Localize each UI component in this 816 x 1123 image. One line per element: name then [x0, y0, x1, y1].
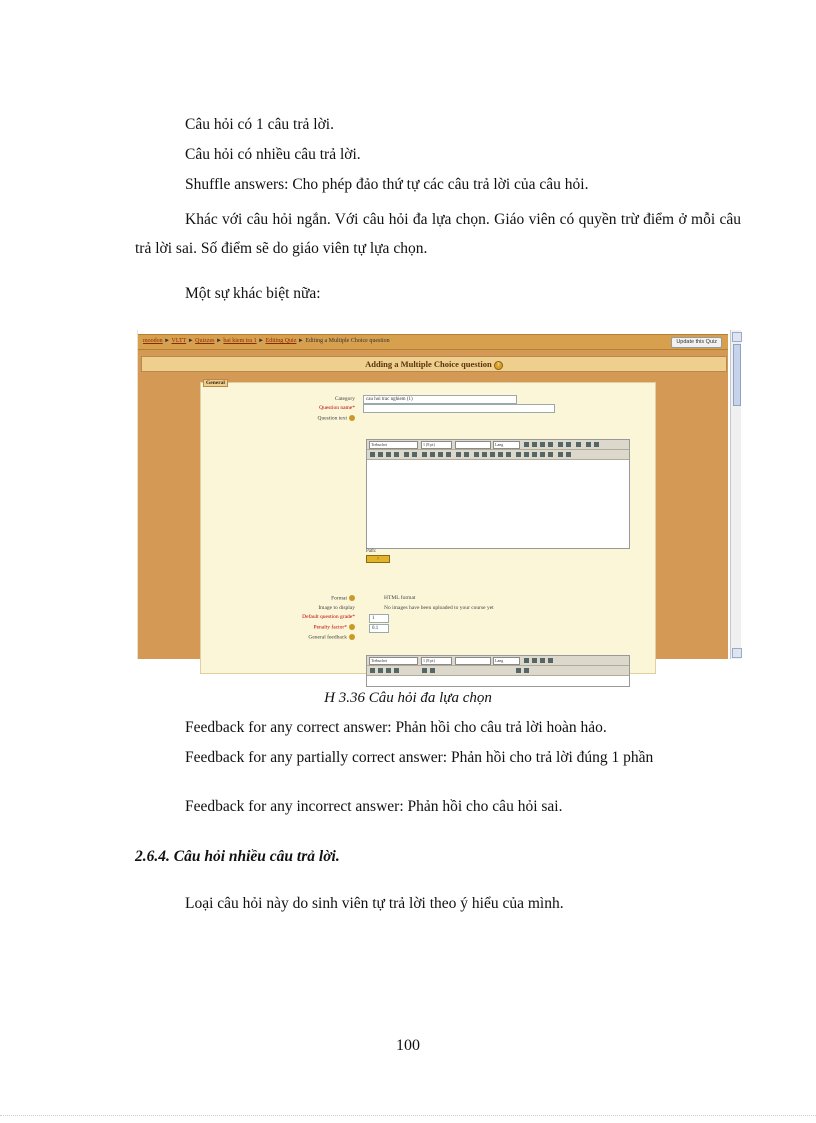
- unlink-icon[interactable]: [498, 452, 503, 457]
- unordered-list-icon[interactable]: [430, 668, 435, 673]
- update-quiz-button[interactable]: Update this Quiz: [671, 337, 722, 348]
- help-icon[interactable]: [349, 415, 355, 421]
- breadcrumb-item-editing-quiz[interactable]: Editing Quiz: [265, 338, 297, 344]
- page-body: [138, 350, 728, 663]
- smiley-icon[interactable]: [532, 452, 537, 457]
- page-title-text: Adding a Multiple Choice question: [365, 359, 492, 369]
- align-center-icon[interactable]: [378, 452, 383, 457]
- breadcrumb-item-moodon[interactable]: moodon: [143, 338, 163, 344]
- italic-icon[interactable]: [532, 442, 537, 447]
- fullscreen-icon[interactable]: [566, 452, 571, 457]
- size-select[interactable]: 1 (8 pt): [421, 441, 452, 449]
- scroll-thumb[interactable]: [733, 344, 741, 406]
- justify-icon[interactable]: [394, 452, 399, 457]
- feedback-toolbar-2: [367, 666, 629, 676]
- link-icon[interactable]: [490, 452, 495, 457]
- help-icon[interactable]: ?: [494, 361, 503, 370]
- style-select[interactable]: [455, 657, 491, 665]
- undo-icon[interactable]: [586, 442, 591, 447]
- default-grade-input[interactable]: 1: [369, 614, 389, 623]
- format-value: HTML format: [384, 595, 416, 601]
- bold-icon[interactable]: [524, 658, 529, 663]
- nolink-icon[interactable]: [506, 452, 511, 457]
- superscript-icon[interactable]: [566, 442, 571, 447]
- feedback-correct-line: Feedback for any correct answer: Phản hồi cho câu trả lời hoàn hảo.: [185, 719, 607, 736]
- anchor-icon[interactable]: [482, 452, 487, 457]
- editor-toolbar-1: [367, 440, 629, 450]
- page-number: 100: [396, 1037, 420, 1054]
- breadcrumb-item-current: Editing a Multiple Choice question: [305, 338, 390, 344]
- search-icon[interactable]: [548, 452, 553, 457]
- horizontal-rule-icon[interactable]: [474, 452, 479, 457]
- question-name-label: Question name*: [319, 405, 355, 411]
- align-right-icon[interactable]: [386, 452, 391, 457]
- help-icon[interactable]: [349, 624, 355, 630]
- format-label: Format: [331, 595, 355, 601]
- category-label: Category: [334, 396, 355, 402]
- subscript-icon[interactable]: [558, 442, 563, 447]
- table-icon[interactable]: [524, 452, 529, 457]
- underline-icon[interactable]: [540, 658, 545, 663]
- justify-icon[interactable]: [394, 668, 399, 673]
- help-icon[interactable]: [349, 634, 355, 640]
- unordered-list-icon[interactable]: [430, 452, 435, 457]
- scroll-down-icon[interactable]: [732, 648, 742, 658]
- rtl-icon[interactable]: [412, 452, 417, 457]
- page-bottom-divider: [0, 1115, 816, 1116]
- style-select[interactable]: [455, 441, 491, 449]
- special-char-icon[interactable]: [540, 452, 545, 457]
- paragraph-essay-question: Loại câu hỏi này do sinh viên tự trả lời theo ý hiểu của mình.: [185, 895, 564, 912]
- penalty-label: Penalty factor*: [314, 624, 355, 630]
- figure-caption: H 3.36 Câu hỏi đa lựa chọn: [324, 690, 492, 706]
- paragraph-shuffle-answers: Shuffle answers: Cho phép đảo thứ tự các câu trả lời của câu hỏi.: [185, 176, 589, 193]
- image-icon[interactable]: [516, 452, 521, 457]
- strike-icon[interactable]: [548, 442, 553, 447]
- image-value: No images have been uploaded to your course yet: [384, 605, 494, 611]
- fieldset-legend: General: [203, 379, 228, 387]
- redo-icon[interactable]: [594, 442, 599, 447]
- scroll-up-icon[interactable]: [732, 332, 742, 342]
- font-select[interactable]: Trebuchet: [369, 657, 418, 665]
- feedback-incorrect-line: Feedback for any incorrect answer: Phản hồi cho câu hỏi sai.: [185, 798, 563, 815]
- image-label: Image to display: [318, 605, 355, 611]
- general-feedback-label: General feedback: [308, 634, 355, 640]
- bg-color-icon[interactable]: [464, 452, 469, 457]
- feedback-partial-line: Feedback for any partially correct answer: Phản hồi cho trả lời đúng 1 phần: [185, 749, 654, 766]
- breadcrumb-item-quizzes[interactable]: Quizzes: [195, 338, 215, 344]
- font-select[interactable]: Trebuchet: [369, 441, 418, 449]
- indent-icon[interactable]: [446, 452, 451, 457]
- breadcrumb: moodon ► VLTT ► Quizzes ► bai kiem tra 1 ► Editing Quiz ► Editing a Multiple Choice question: [143, 338, 390, 344]
- editor-toolbar-2: [367, 450, 629, 460]
- image-icon[interactable]: [516, 668, 521, 673]
- size-select[interactable]: 1 (8 pt): [421, 657, 452, 665]
- feedback-html-editor[interactable]: [366, 655, 630, 687]
- penalty-input[interactable]: 0.1: [369, 624, 389, 633]
- breadcrumb-item-vltt[interactable]: VLTT: [171, 338, 187, 344]
- question-name-input[interactable]: [363, 404, 555, 413]
- underline-icon[interactable]: [540, 442, 545, 447]
- moodle-screenshot-figure: [137, 330, 741, 663]
- html-editor[interactable]: [366, 439, 630, 549]
- breadcrumb-item-quiz[interactable]: bai kiem tra 1: [223, 338, 257, 344]
- align-left-icon[interactable]: [370, 668, 375, 673]
- paragraph-single-answer: Câu hỏi có 1 câu trả lời.: [185, 116, 334, 133]
- outdent-icon[interactable]: [438, 452, 443, 457]
- lang-select[interactable]: Lang: [493, 657, 520, 665]
- source-icon[interactable]: [558, 452, 563, 457]
- italic-icon[interactable]: [532, 658, 537, 663]
- table-icon[interactable]: [524, 668, 529, 673]
- feedback-toolbar-1: [367, 656, 629, 666]
- bold-icon[interactable]: [524, 442, 529, 447]
- ltr-icon[interactable]: [404, 452, 409, 457]
- category-select[interactable]: cau hoi trac nghiem (1): [363, 395, 517, 404]
- paragraph-another-difference: Một sự khác biệt nữa:: [185, 285, 321, 302]
- strike-icon[interactable]: [548, 658, 553, 663]
- breadcrumb-bar: [138, 334, 728, 350]
- lang-select[interactable]: Lang: [493, 441, 520, 449]
- clean-icon[interactable]: [576, 442, 581, 447]
- editor-path: Path:: [366, 549, 377, 554]
- text-color-icon[interactable]: [456, 452, 461, 457]
- question-text-label: Question text: [318, 415, 355, 421]
- vertical-scrollbar[interactable]: [730, 330, 741, 659]
- paragraph-multiple-answers: Câu hỏi có nhiều câu trả lời.: [185, 146, 361, 163]
- align-right-icon[interactable]: [386, 668, 391, 673]
- align-left-icon[interactable]: [370, 452, 375, 457]
- paragraph-short-answer-comparison: Khác với câu hỏi ngắn. Với câu hỏi đa lựa chọn. Giáo viên có quyền trừ điểm ở mỗi câu trả lời sai. Số điểm sẽ do giáo viên tự lựa chọn.: [135, 211, 741, 257]
- general-fieldset: [200, 382, 656, 674]
- page-title: [141, 356, 727, 372]
- default-grade-label: Default question grade*: [302, 614, 355, 620]
- help-icon[interactable]: [349, 595, 355, 601]
- ordered-list-icon[interactable]: [422, 668, 427, 673]
- ordered-list-icon[interactable]: [422, 452, 427, 457]
- align-center-icon[interactable]: [378, 668, 383, 673]
- editor-help-button[interactable]: ?: [366, 555, 390, 563]
- section-heading: 2.6.4. Câu hỏi nhiều câu trả lời.: [135, 848, 340, 865]
